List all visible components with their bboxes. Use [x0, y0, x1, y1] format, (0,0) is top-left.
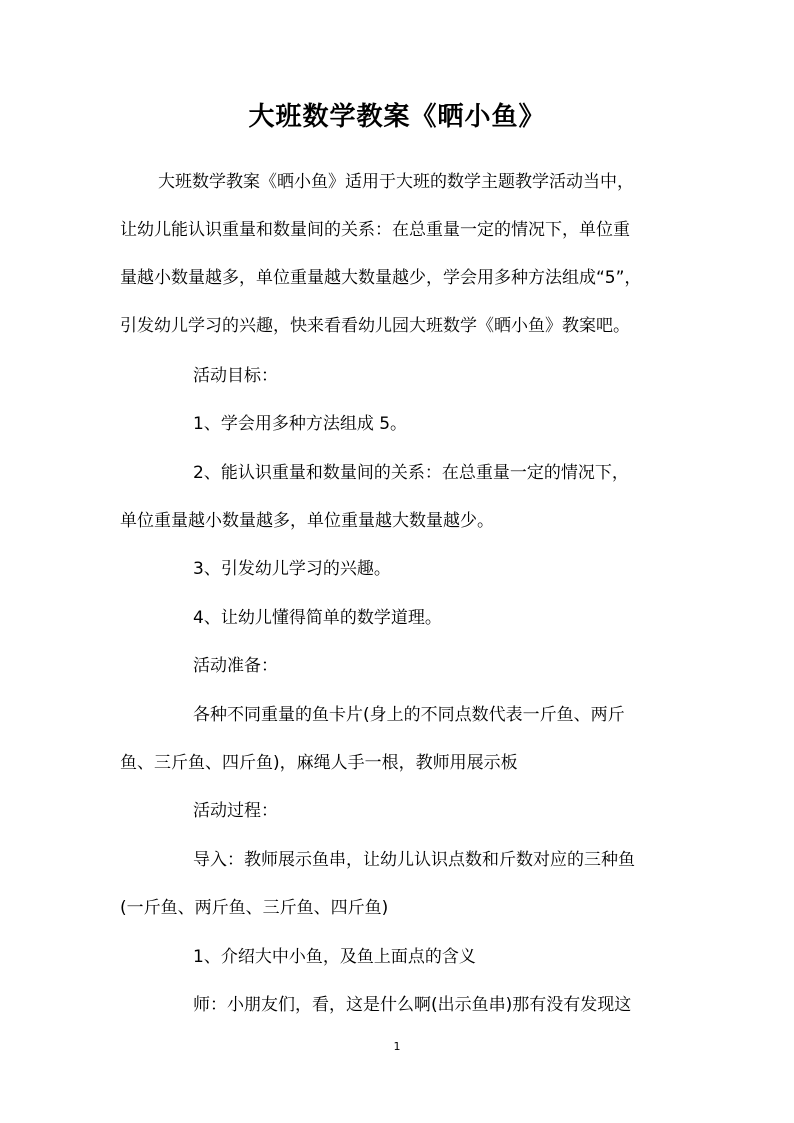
list-item: 4、让幼儿懂得简单的数学道理。: [193, 608, 442, 628]
paragraph-line: 导入：教师展示鱼串，让幼儿认识点数和斤数对应的三种鱼: [193, 850, 635, 870]
paragraph-line: 大班数学教案《晒小鱼》适用于大班的数学主题教学活动当中，: [158, 172, 634, 192]
paragraph-line: 鱼、三斤鱼、四斤鱼)，麻绳人手一根，教师用展示板: [120, 753, 518, 773]
paragraph-line: (一斤鱼、两斤鱼、三斤鱼、四斤鱼): [120, 898, 389, 918]
paragraph-line: 各种不同重量的鱼卡片(身上的不同点数代表一斤鱼、两斤: [193, 705, 625, 725]
list-item: 1、学会用多种方法组成 5。: [193, 414, 408, 434]
paragraph-line: 引发幼儿学习的兴趣，快来看看幼儿园大班数学《晒小鱼》教案吧。: [120, 316, 630, 336]
paragraph-line: 让幼儿能认识重量和数量间的关系：在总重量一定的情况下，单位重: [120, 220, 630, 240]
paragraph-line: 师：小朋友们，看，这是什么啊(出示鱼串)那有没有发现这: [193, 995, 632, 1015]
section-heading: 活动目标：: [193, 366, 278, 386]
paragraph-line: 量越小数量越多，单位重量越大数量越少，学会用多种方法组成“5”，: [120, 268, 642, 288]
section-heading: 活动过程：: [193, 801, 278, 821]
list-item: 1、介绍大中小鱼，及鱼上面点的含义: [193, 947, 476, 967]
document-title: 大班数学教案《晒小鱼》: [248, 102, 546, 132]
list-item: 3、引发幼儿学习的兴趣。: [193, 559, 391, 579]
page-number: 1: [393, 1040, 401, 1053]
list-item: 2、能认识重量和数量间的关系：在总重量一定的情况下，: [193, 463, 629, 483]
section-heading: 活动准备：: [193, 656, 278, 676]
list-item-continuation: 单位重量越小数量越多，单位重量越大数量越少。: [120, 511, 494, 531]
